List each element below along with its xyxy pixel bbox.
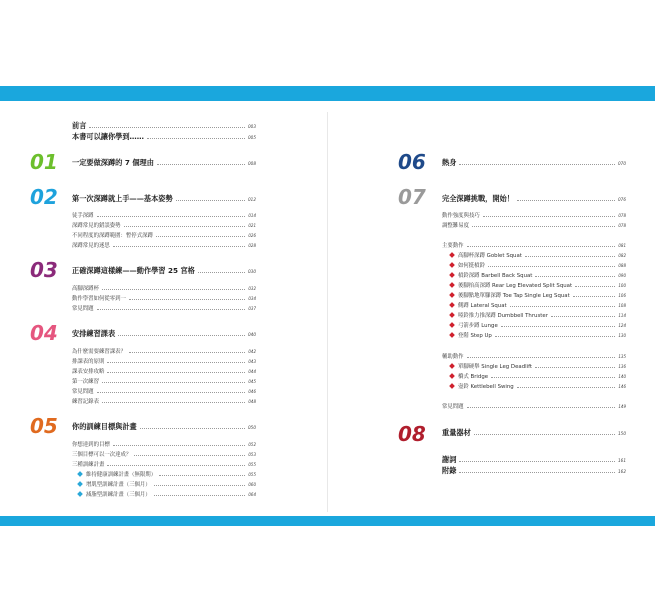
diamond-bullet-icon [449, 373, 455, 379]
bottom-color-band [0, 516, 655, 526]
toc-subentry[interactable]: 減脂型訓練計畫（三個月） 064 [78, 490, 256, 498]
toc-entry-aux-moves[interactable]: 輔助動作 135 [442, 353, 626, 360]
chapter-number-05: 05 [30, 414, 58, 438]
toc-entry[interactable]: 第一次練習 045 [72, 378, 256, 385]
diamond-bullet-icon [449, 312, 455, 318]
toc-entry[interactable]: 動作學習如何從零到一 034 [72, 295, 256, 302]
toc-subentry[interactable]: 高腳杯深蹲 Goblet Squat 082 [450, 251, 626, 259]
toc-subentry[interactable]: 側蹲 Lateral Squat 108 [450, 301, 626, 309]
toc-entry[interactable]: 深蹲常見的錯誤姿勢 021 [72, 222, 256, 229]
toc-entry[interactable]: 不同程度的深蹲範圍：暫停式深蹲 026 [72, 232, 256, 239]
toc-entry[interactable]: 課表安排攻略 044 [72, 368, 256, 375]
toc-entry[interactable]: 動作強度與技巧 078 [442, 212, 626, 219]
toc-entry[interactable]: 排課表的原則 043 [72, 358, 256, 365]
toc-subentry[interactable]: 增肌型訓練計畫（三個月） 060 [78, 480, 256, 488]
toc-entry-faq[interactable]: 常見問題 149 [442, 403, 626, 410]
toc-entry-chapter-07[interactable]: 完全深蹲挑戰，開始！ 076 [442, 194, 626, 203]
toc-entry-chapter-08[interactable]: 重量器材 150 [442, 428, 626, 437]
toc-entry[interactable]: 常見問題 046 [72, 388, 256, 395]
page-gutter [327, 112, 328, 512]
chapter-number-08: 08 [398, 422, 426, 446]
diamond-bullet-icon [449, 252, 455, 258]
chapter-number-04: 04 [30, 321, 58, 345]
toc-entry[interactable]: 三種訓練計畫 055 [72, 461, 256, 468]
toc-entry[interactable]: 調整難易度 078 [442, 222, 626, 229]
toc-subentry[interactable]: 槓鈴深蹲 Barbell Back Squat 090 [450, 271, 626, 279]
diamond-bullet-icon [449, 272, 455, 278]
toc-entry[interactable]: 三個目標可以一次達成？ 053 [72, 451, 256, 458]
chapter-number-02: 02 [30, 185, 58, 209]
diamond-bullet-icon [77, 481, 83, 487]
toc-entry[interactable]: 常見問題 037 [72, 305, 256, 312]
toc-entry[interactable]: 為什麼需要練習課表？ 042 [72, 348, 256, 355]
diamond-bullet-icon [449, 363, 455, 369]
toc-entry[interactable]: 徒手深蹲 014 [72, 212, 256, 219]
toc-entry-chapter-06[interactable]: 熱身 070 [442, 158, 626, 167]
toc-entry[interactable]: 深蹲常見的迷思 028 [72, 242, 256, 249]
toc-entry[interactable]: 高腳深蹲杯 032 [72, 285, 256, 292]
toc-subentry[interactable]: 登階 Step Up 130 [450, 331, 626, 339]
toc-entry-main-moves[interactable]: 主要動作 081 [442, 242, 626, 249]
diamond-bullet-icon [449, 282, 455, 288]
diamond-bullet-icon [77, 471, 83, 477]
toc-entry-chapter-04[interactable]: 安排練習課表 040 [72, 329, 256, 338]
toc-subentry[interactable]: 後腳點地單腳深蹲 Toe Tap Single Leg Squat 106 [450, 291, 626, 299]
toc-subentry[interactable]: 後腳抬高深蹲 Rear Leg Elevated Split Squat 100 [450, 281, 626, 289]
toc-subentry[interactable]: 維持健康訓練計畫（無限期） 055 [78, 470, 256, 478]
diamond-bullet-icon [449, 322, 455, 328]
toc-subentry[interactable]: 弓箭步蹲 Lunge 124 [450, 321, 626, 329]
diamond-bullet-icon [449, 262, 455, 268]
toc-subentry[interactable]: 單腳硬舉 Single Leg Deadlift 136 [450, 362, 626, 370]
toc-entry-appendix[interactable]: 附錄 162 [442, 466, 626, 475]
diamond-bullet-icon [77, 491, 83, 497]
diamond-bullet-icon [449, 292, 455, 298]
chapter-number-06: 06 [398, 150, 426, 174]
toc-entry-acknowledgements[interactable]: 謝詞 161 [442, 455, 626, 464]
toc-subentry[interactable]: 橋式 Bridge 140 [450, 372, 626, 380]
toc-entry-what-you-learn[interactable]: 本書可以讓你學到…… 005 [72, 132, 256, 141]
top-color-band [0, 86, 655, 101]
toc-entry[interactable]: 練習記錄表 048 [72, 398, 256, 405]
toc-entry-chapter-02[interactable]: 第一次深蹲就上手——基本姿勢 012 [72, 194, 256, 203]
diamond-bullet-icon [449, 302, 455, 308]
toc-entry-preface[interactable]: 前言 003 [72, 121, 256, 130]
toc-entry-chapter-03[interactable]: 正確深蹲這樣練——動作學習 25 宮格 030 [72, 266, 256, 275]
toc-entry[interactable]: 你想達到的目標 052 [72, 441, 256, 448]
chapter-number-07: 07 [398, 185, 426, 209]
diamond-bullet-icon [449, 383, 455, 389]
chapter-number-01: 01 [30, 150, 58, 174]
diamond-bullet-icon [449, 332, 455, 338]
toc-subentry[interactable]: 壺鈴 Kettlebell Swing 146 [450, 382, 626, 390]
toc-subentry[interactable]: 啞鈴推力推深蹲 Dumbbell Thruster 114 [450, 311, 626, 319]
toc-entry-chapter-05[interactable]: 你的訓練目標與計畫 050 [72, 422, 256, 431]
toc-subentry[interactable]: 如何挺槓鈴 088 [450, 261, 626, 269]
toc-entry-chapter-01[interactable]: 一定要做深蹲的 7 個理由 008 [72, 158, 256, 167]
chapter-number-03: 03 [30, 258, 58, 282]
